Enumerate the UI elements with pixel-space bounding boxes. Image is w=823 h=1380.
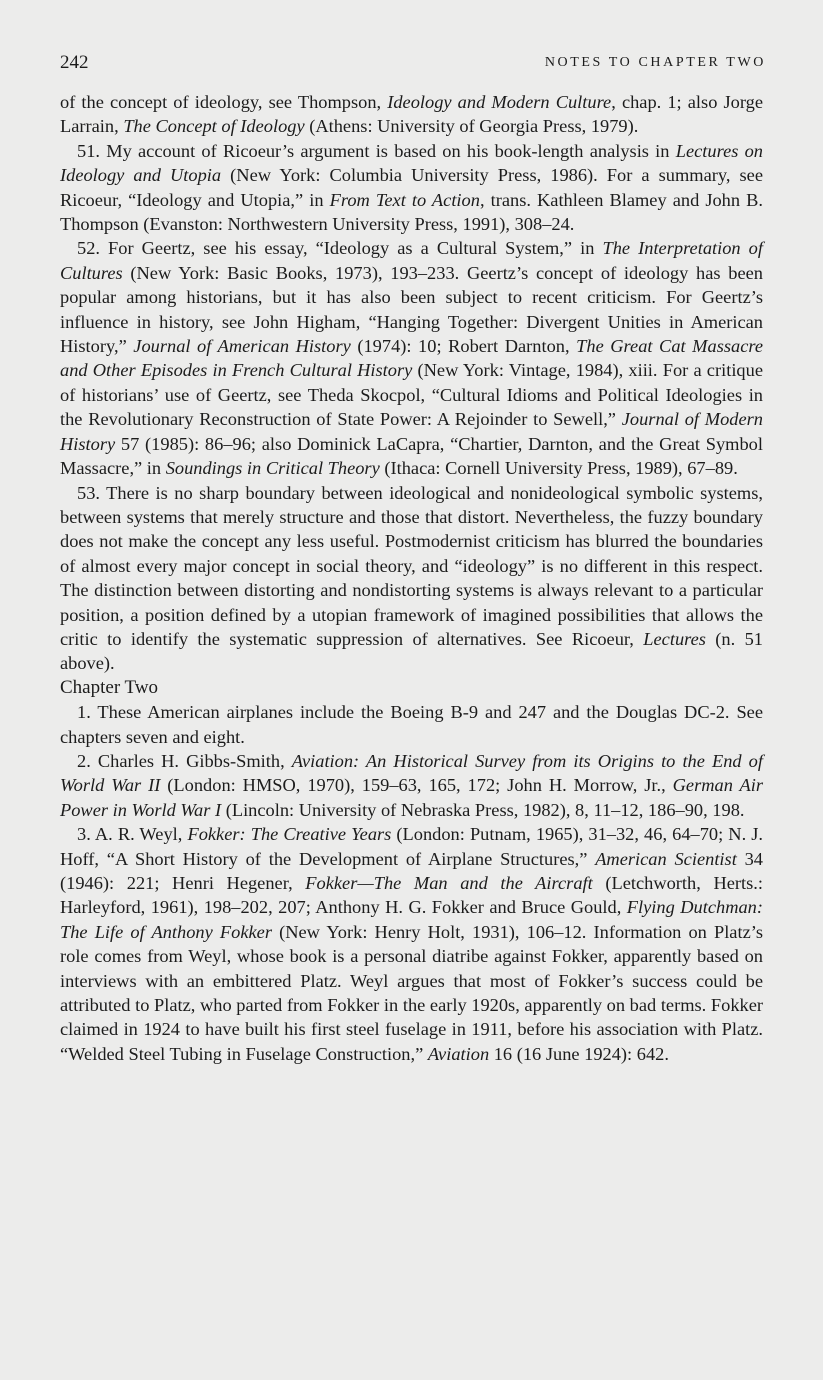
note-51: 51. My account of Ricoeur’s argument is based on his book-length analysis in Lectures on Ideology and Utopia (New York: Columbia University Press, 1986). For a summary, see Ricoeur, “Ideology and Utopia,” in From Text to Action, trans. Kathleen Blamey and John B. Thompson (Evanston: Northwestern University Press, 1991), 308–24. — [60, 140, 764, 235]
note-52: 52. For Geertz, see his essay, “Ideology as a Cultural System,” in The Interpretation of Cultures (New York: Basic Books, 1973), 193–233. Geertz’s concept of ideology has been popular among historians, but it has also been subject to recent criticism. For Geertz’s influence in history, see John Higham, “Hanging Together: Divergent Unities in American History,” Journal of American History (1974): 10; Robert Darnton, The Great Cat Massacre and Other Episodes in French Cultural History (New York: Vintage, 1984), xiii. For a critique of historians’ use of Geertz, see Theda Skocpol, “Cultural Idioms and Political Ideologies in the Revolutionary Reconstruction of State Power: A Rejoinder to Sewell,” Journal of Modern History 57 (1985): 86–96; also Dominick LaCapra, “Chartier, Darnton, and the Great Symbol Massacre,” in Soundings in Critical Theory (Ithaca: Cornell University Press, 1989), 67–89. — [60, 238, 764, 479]
page-number: 242 — [60, 52, 89, 73]
note-53: 53. There is no sharp boundary between ideological and nonideological symbolic systems, between systems that merely structure and those that distort. Nevertheless, the fuzzy boundary does not make the concept any less useful. Postmodernist criticism has blurred the boundaries of almost every major concept in social theory, and “ideology” is no different in this respect. The distinction between distorting and nondistorting systems is always relevant to a particular position, a position defined by a utopian framework of imagined possibilities that allows the critic to identify the systematic suppression of alternatives. See Ricoeur, Lectures (n. 51 above). — [60, 482, 763, 674]
running-head — [60, 52, 766, 78]
note-ch2-3: 3. A. R. Weyl, Fokker: The Creative Years (London: Putnam, 1965), 31–32, 46, 64–70; N. J. Hoff, “A Short History of the Development of Airplane Structures,” American Scientist 34 (1946): 221; Henri Hegener, Fokker—The Man and the Aircraft (Letchworth, Herts.: Harleyford, 1961), 198–202, 207; Anthony H. G. Fokker and Bruce Gould, Flying Dutchman: The Life of Anthony Fokker (New York: Henry Holt, 1931), 106–12. Information on Platz’s role comes from Weyl, whose book is a personal diatribe against Fokker, apparently based on interviews with an embittered Platz. Weyl argues that most of Fokker’s success could be attributed to Platz, who parted from Fokker in the early 1920s, apparently on bad terms. Fokker claimed in 1924 to have built his first steel fuselage in 1911, before his association with Platz. “Welded Steel Tubing in Fuselage Construction,” Aviation 16 (16 June 1924): 642. — [60, 824, 764, 1064]
note-ch2-1: 1. These American airplanes include the Boeing B-9 and 247 and the Douglas DC-2. See chapters seven and eight. — [60, 702, 763, 747]
note-ch2-2: 2. Charles H. Gibbs-Smith, Aviation: An Historical Survey from its Origins to the End of World War II (London: HMSO, 1970), 159–63, 165, 172; John H. Morrow, Jr., German Air Power in World War I (Lincoln: University of Nebraska Press, 1982), 8, 11–12, 186–90, 198. — [60, 750, 764, 820]
running-title: NOTES TO CHAPTER TWO — [544, 55, 766, 70]
notes-text-block — [60, 90, 763, 1066]
section-heading: Chapter Two — [60, 676, 159, 698]
note-continuation: of the concept of ideology, see Thompson, Ideology and Modern Culture, chap. 1; also Jorge Larrain, The Concept of Ideology (Athens: University of Georgia Press, 1979). — [60, 92, 764, 137]
